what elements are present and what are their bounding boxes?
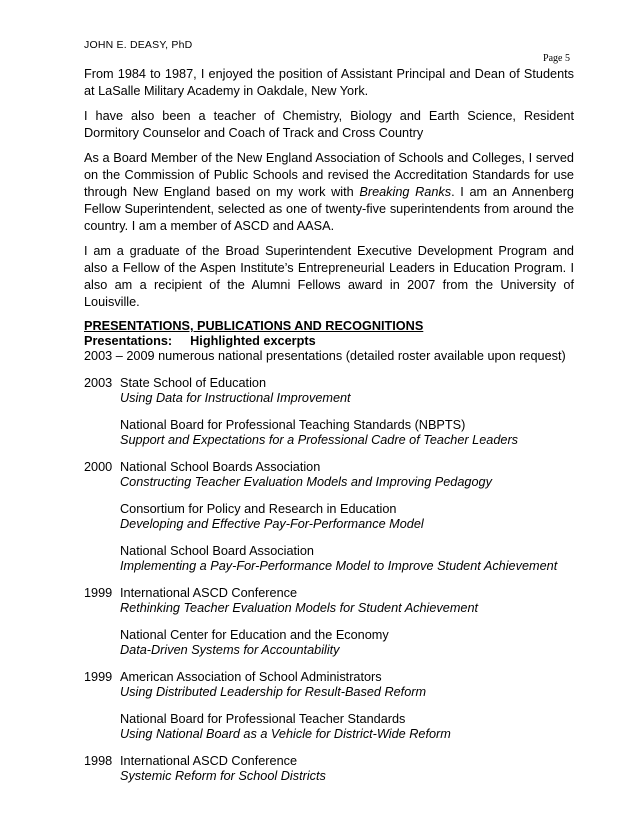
header-name: JOHN E. DEASY, PhD bbox=[84, 39, 193, 51]
paragraph-broad: I am a graduate of the Broad Superintendent Executive Development Program and also a Fellow of the Aspen Institute’s Entrepreneurial Leaders in Education Program. I also am a recipient of the Alumni Fellows award in 2007 from the University of Louisville. bbox=[84, 244, 574, 309]
presentation-venue: American Association of School Administrators bbox=[120, 670, 382, 684]
presentation-entry-body bbox=[120, 586, 574, 616]
presentation-entry-body bbox=[120, 628, 574, 658]
presentation-year-group bbox=[84, 586, 574, 658]
paragraph-teacher: I have also been a teacher of Chemistry, Biology and Earth Science, Resident Dormitory Counselor and Coach of Track and Cross Country bbox=[84, 109, 574, 140]
presentation-venue: National Board for Professional Teaching Standards (NBPTS) bbox=[120, 418, 466, 432]
presentation-venue: State School of Education bbox=[120, 376, 267, 390]
presentation-venue: National Center for Education and the Economy bbox=[120, 628, 389, 642]
presentation-entry bbox=[84, 502, 574, 532]
paragraph-lasalle: From 1984 to 1987, I enjoyed the position of Assistant Principal and Dean of Students at LaSalle Military Academy in Oakdale, New York. bbox=[84, 67, 574, 98]
presentation-title: Rethinking Teacher Evaluation Models for Student Achievement bbox=[120, 601, 479, 615]
presentation-entry-body bbox=[120, 712, 574, 742]
presentation-year: 1998 bbox=[84, 754, 113, 768]
presentation-venue: Consortium for Policy and Research in Education bbox=[120, 502, 397, 516]
presentation-entry bbox=[84, 754, 574, 784]
presentation-entry bbox=[84, 376, 574, 406]
presentation-entry bbox=[84, 460, 574, 490]
presentation-title: Implementing a Pay-For-Performance Model to Improve Student Achievement bbox=[120, 559, 558, 573]
presentation-entry bbox=[84, 586, 574, 616]
presentation-entry-body bbox=[120, 544, 574, 574]
presentations-list bbox=[84, 376, 574, 784]
presentation-title: Constructing Teacher Evaluation Models and Improving Pedagogy bbox=[120, 475, 492, 489]
page-number: Page 5 bbox=[543, 53, 570, 64]
presentation-year-group bbox=[84, 460, 574, 574]
presentation-entry bbox=[84, 670, 574, 700]
presentation-title: Data-Driven Systems for Accountability bbox=[120, 643, 340, 657]
breaking-ranks-emphasis: Breaking Ranks bbox=[359, 185, 452, 199]
presentation-title: Using National Board as a Vehicle for District-Wide Reform bbox=[120, 727, 451, 741]
presentation-year bbox=[84, 712, 120, 742]
presentation-title: Developing and Effective Pay-For-Performance Model bbox=[120, 517, 424, 531]
presentation-venue: International ASCD Conference bbox=[120, 754, 298, 768]
presentation-entry bbox=[84, 712, 574, 742]
presentation-entry-body bbox=[120, 754, 574, 784]
presentations-intro: 2003 – 2009 numerous national presentations (detailed roster available upon request) bbox=[84, 349, 566, 363]
presentation-title: Systemic Reform for School Districts bbox=[120, 769, 326, 783]
presentation-year-group bbox=[84, 670, 574, 742]
presentation-year: 1999 bbox=[84, 586, 113, 600]
presentation-entry bbox=[84, 418, 574, 448]
presentation-year: 1999 bbox=[84, 670, 113, 684]
presentation-entry bbox=[84, 544, 574, 574]
presentation-entry-body bbox=[120, 460, 574, 490]
presentation-venue: National School Boards Association bbox=[120, 460, 321, 474]
presentations-label-text: Presentations: bbox=[84, 334, 173, 348]
presentation-year-group bbox=[84, 376, 574, 448]
presentation-year bbox=[84, 502, 120, 532]
presentation-title: Using Data for Instructional Improvement bbox=[120, 391, 351, 405]
paragraph-board-member bbox=[84, 150, 574, 235]
paragraph-board-member-text-1: As a Board Member of the New England Association of Schools and Colleges, I served on the Commission of Public Schools and revised the Accreditation Standards for use through New England based on my work with bbox=[84, 151, 574, 199]
presentations-label bbox=[84, 334, 574, 349]
presentation-year: 2003 bbox=[84, 376, 113, 390]
presentation-year: 2000 bbox=[84, 460, 113, 474]
presentation-entry bbox=[84, 628, 574, 658]
presentation-year bbox=[84, 418, 120, 448]
presentation-year bbox=[84, 628, 120, 658]
presentation-venue: National School Board Association bbox=[120, 544, 314, 558]
presentation-title: Using Distributed Leadership for Result-Based Reform bbox=[120, 685, 427, 699]
presentation-entry-body bbox=[120, 418, 574, 448]
highlighted-excerpts-label: Highlighted excerpts bbox=[190, 334, 316, 348]
presentation-entry-body bbox=[120, 502, 574, 532]
presentation-year bbox=[84, 544, 120, 574]
content bbox=[84, 66, 574, 796]
presentation-title: Support and Expectations for a Professional Cadre of Teacher Leaders bbox=[120, 433, 519, 447]
paragraph-board-member-text-2: . I am an Annenberg Fellow Superintendent, selected as one of twenty-five superintendents from around the country. I am a member of ASCD and AASA. bbox=[84, 185, 574, 233]
presentation-entry-body bbox=[120, 376, 574, 406]
presentation-venue: International ASCD Conference bbox=[120, 586, 298, 600]
presentation-venue: National Board for Professional Teacher Standards bbox=[120, 712, 406, 726]
section-title: PRESENTATIONS, PUBLICATIONS AND RECOGNITIONS bbox=[84, 319, 424, 333]
presentation-year-group bbox=[84, 754, 574, 784]
presentation-entry-body bbox=[120, 670, 574, 700]
